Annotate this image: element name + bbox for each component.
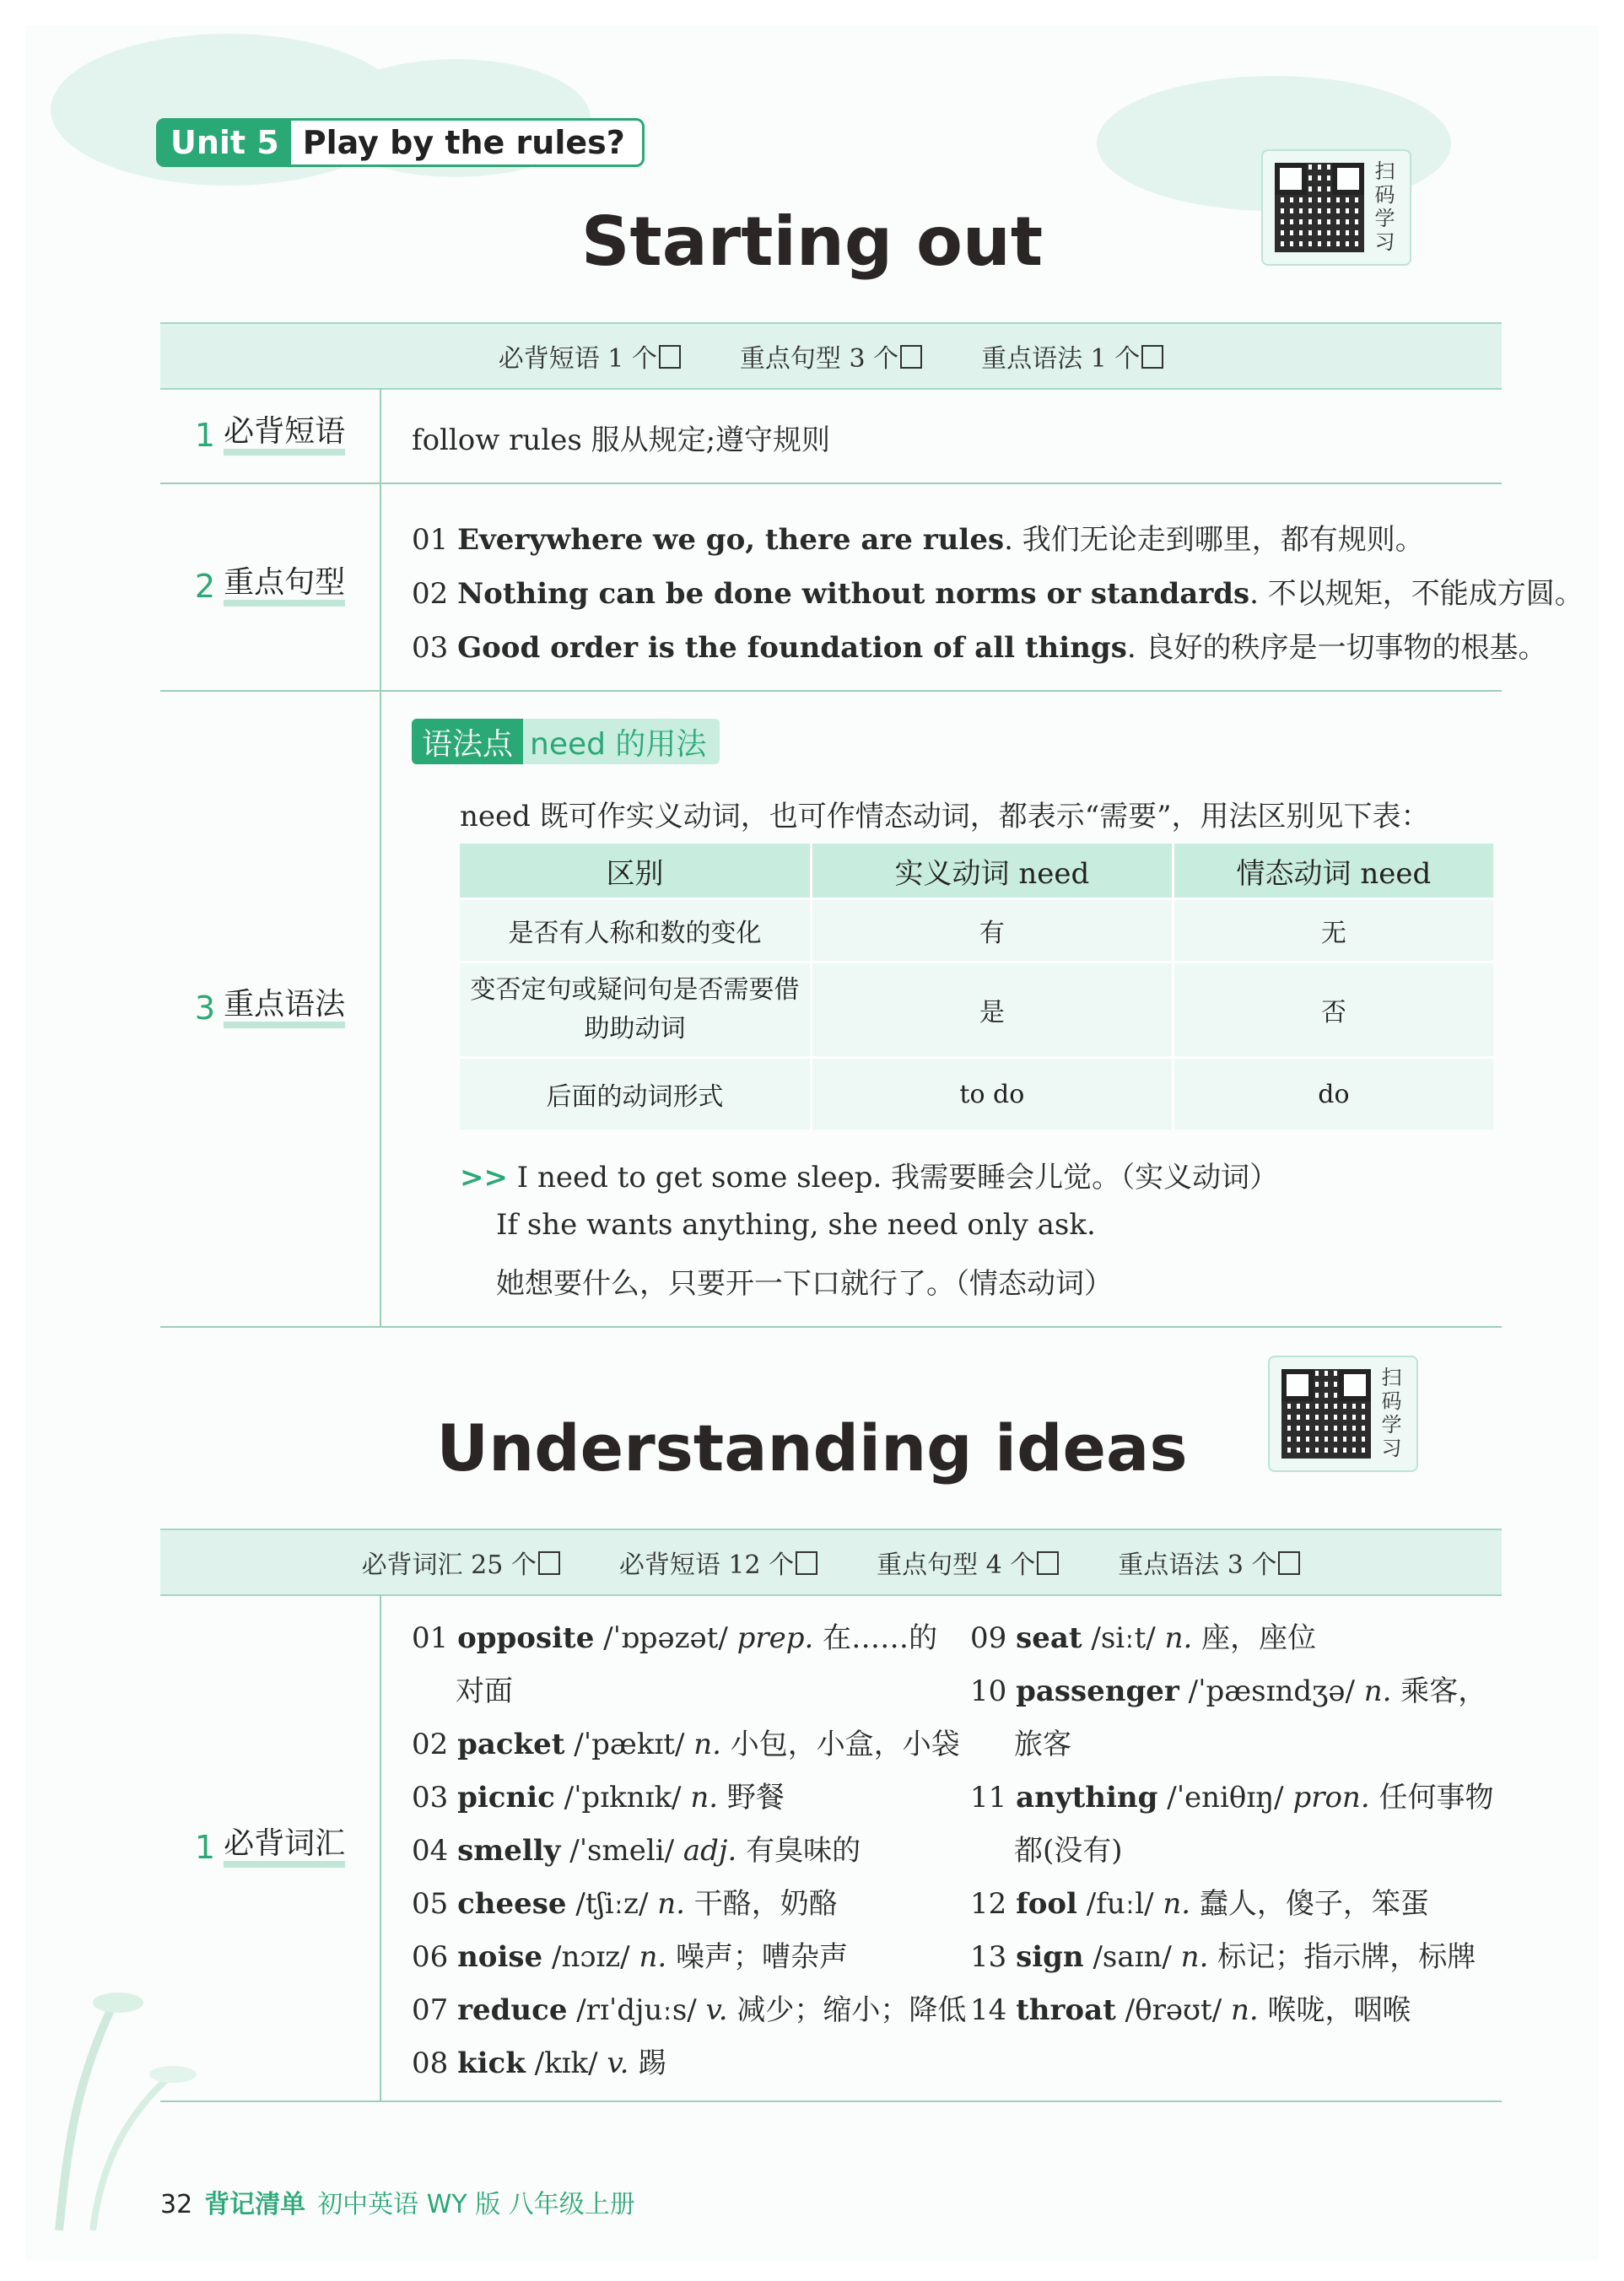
- vocab-item: 12 fool /fuːl/ n. 蠢人，傻子，笨蛋: [970, 1887, 1429, 1921]
- summary-bar: [160, 1529, 1502, 1596]
- table-header: 实义动词 need: [812, 844, 1173, 899]
- vocab-item: 02 packet /ˈpækɪt/ n. 小包，小盒，小袋: [412, 1728, 960, 1761]
- section-title-starting-out: Starting out: [580, 202, 1044, 281]
- vocab-item: 07 reduce /rɪˈdjuːs/ v. 减少；缩小；降低: [412, 1993, 967, 2027]
- vocab-item: 11 anything /ˈeniθɪŋ/ pron. 任何事物: [970, 1781, 1494, 1815]
- grammar-intro: need 既可作实义动词，也可作情态动词，都表示“需要”，用法区别见下表：: [460, 800, 1430, 833]
- vocab-item: 04 smelly /ˈsmeli/ adj. 有臭味的: [412, 1834, 861, 1868]
- qr-code-icon[interactable]: [1281, 1369, 1371, 1459]
- example-sentence: 她想要什么，只要开一下口就行了。（情态动词）: [496, 1267, 1113, 1301]
- vocab-item: 08 kick /kɪk/ v. 踢: [412, 2046, 667, 2080]
- table-cell: 变否定句或疑问句是否需要借 助助动词: [460, 963, 812, 1058]
- vocab-item: 14 throat /θrəʊt/ n. 喉咙，咽喉: [970, 1993, 1411, 2027]
- unit-badge: [156, 118, 645, 167]
- table-row: [460, 1058, 1493, 1130]
- vocab-item: 03 picnic /ˈpɪknɪk/ n. 野餐: [412, 1781, 785, 1815]
- vocab-item: 10 passenger /ˈpæsɪndʒə/ n. 乘客，: [970, 1674, 1487, 1708]
- table-cell: do: [1173, 1058, 1493, 1130]
- vocab-item-continued: 旅客: [1014, 1728, 1071, 1761]
- summary-item: 重点语法 1 个: [981, 337, 1163, 375]
- table-cell: 否: [1173, 963, 1493, 1058]
- table-row: [460, 899, 1493, 963]
- table-cell: 有: [812, 899, 1173, 963]
- summary-item: 重点句型 4 个: [877, 1544, 1059, 1581]
- row-divider: [160, 1326, 1502, 1328]
- qr-code-box[interactable]: [1268, 1356, 1418, 1472]
- phrase-item: follow rules 服从规定;遵守规则: [412, 423, 831, 457]
- vocab-item: 01 opposite /ˈɒpəzət/ prep. 在……的: [412, 1621, 938, 1655]
- vocab-item: 06 noise /nɔɪz/ n. 噪声；嘈杂声: [412, 1940, 848, 1974]
- sentence-item: 01 Everywhere we go, there are rules. 我们无论走到哪里，都有规则。: [412, 523, 1424, 557]
- summary-item: 重点句型 3 个: [740, 337, 922, 375]
- checkbox-icon[interactable]: [538, 1551, 560, 1575]
- page-number: 32: [160, 2190, 193, 2219]
- section-title-understanding-ideas: Understanding ideas: [436, 1410, 1188, 1486]
- example-sentence: If she wants anything, she need only ask.: [496, 1208, 1096, 1242]
- grammar-table: [460, 844, 1493, 1130]
- book-title: 背记清单: [204, 2190, 306, 2219]
- grammar-tag: [412, 719, 720, 764]
- checkbox-icon[interactable]: [659, 345, 681, 369]
- summary-item: 必背短语 1 个: [499, 337, 681, 375]
- qr-code-box[interactable]: [1261, 149, 1411, 266]
- table-cell: 是: [812, 963, 1173, 1058]
- column-divider: [380, 388, 381, 1326]
- example-sentence: >> I need to get some sleep. 我需要睡会儿觉。（实义动词）: [460, 1161, 1279, 1194]
- checkbox-icon[interactable]: [1037, 1551, 1059, 1575]
- column-divider: [380, 1594, 381, 2100]
- table-cell: 后面的动词形式: [460, 1058, 812, 1130]
- checkbox-icon[interactable]: [796, 1551, 817, 1575]
- checkbox-icon[interactable]: [1278, 1551, 1300, 1575]
- table-row: [460, 963, 1493, 1058]
- row-label-grammar: 3 重点语法: [194, 987, 346, 1027]
- table-header: 情态动词 need: [1173, 844, 1493, 899]
- vocab-item-continued: 对面: [456, 1674, 513, 1708]
- summary-item: 重点语法 3 个: [1118, 1544, 1300, 1581]
- table-cell: 是否有人称和数的变化: [460, 899, 812, 963]
- unit-number: Unit 5: [159, 121, 291, 164]
- vocab-item: 13 sign /saɪn/ n. 标记；指示牌，标牌: [970, 1940, 1476, 1974]
- double-arrow-icon: >>: [460, 1161, 508, 1194]
- table-header: 区别: [460, 844, 812, 899]
- checkbox-icon[interactable]: [900, 345, 922, 369]
- vocab-item: 09 seat /siːt/ n. 座，座位: [970, 1621, 1317, 1655]
- summary-item: 必背词汇 25 个: [362, 1544, 560, 1581]
- page-footer: [160, 2183, 635, 2220]
- row-label-sentences: 2 重点句型: [194, 565, 346, 605]
- sentence-item: 02 Nothing can be done without norms or standards. 不以规矩，不能成方圆。: [412, 577, 1584, 611]
- unit-title: Play by the rules?: [302, 124, 625, 161]
- grammar-tag-label: 语法点: [412, 719, 523, 764]
- qr-label: 扫码学习: [1371, 160, 1395, 255]
- vocab-item: 05 cheese /tʃiːz/ n. 干酪，奶酪: [412, 1887, 838, 1921]
- row-label-vocabulary: 1 必背词汇: [194, 1826, 346, 1866]
- qr-code-icon[interactable]: [1275, 163, 1364, 252]
- grammar-tag-topic: need 的用法: [523, 719, 720, 764]
- summary-item: 必背短语 12 个: [619, 1544, 817, 1581]
- book-subtitle: 初中英语 WY 版 八年级上册: [317, 2190, 635, 2219]
- qr-label: 扫码学习: [1378, 1367, 1401, 1461]
- summary-bar: [160, 322, 1502, 390]
- table-cell: 无: [1173, 899, 1493, 963]
- table-cell: to do: [812, 1058, 1173, 1130]
- checkbox-icon[interactable]: [1141, 345, 1163, 369]
- row-label-phrases: 1 必背短语: [194, 414, 346, 454]
- vocab-item-continued: 都(没有): [1014, 1834, 1123, 1868]
- sentence-item: 03 Good order is the foundation of all things. 良好的秩序是一切事物的根基。: [412, 631, 1547, 665]
- row-divider: [160, 2100, 1502, 2102]
